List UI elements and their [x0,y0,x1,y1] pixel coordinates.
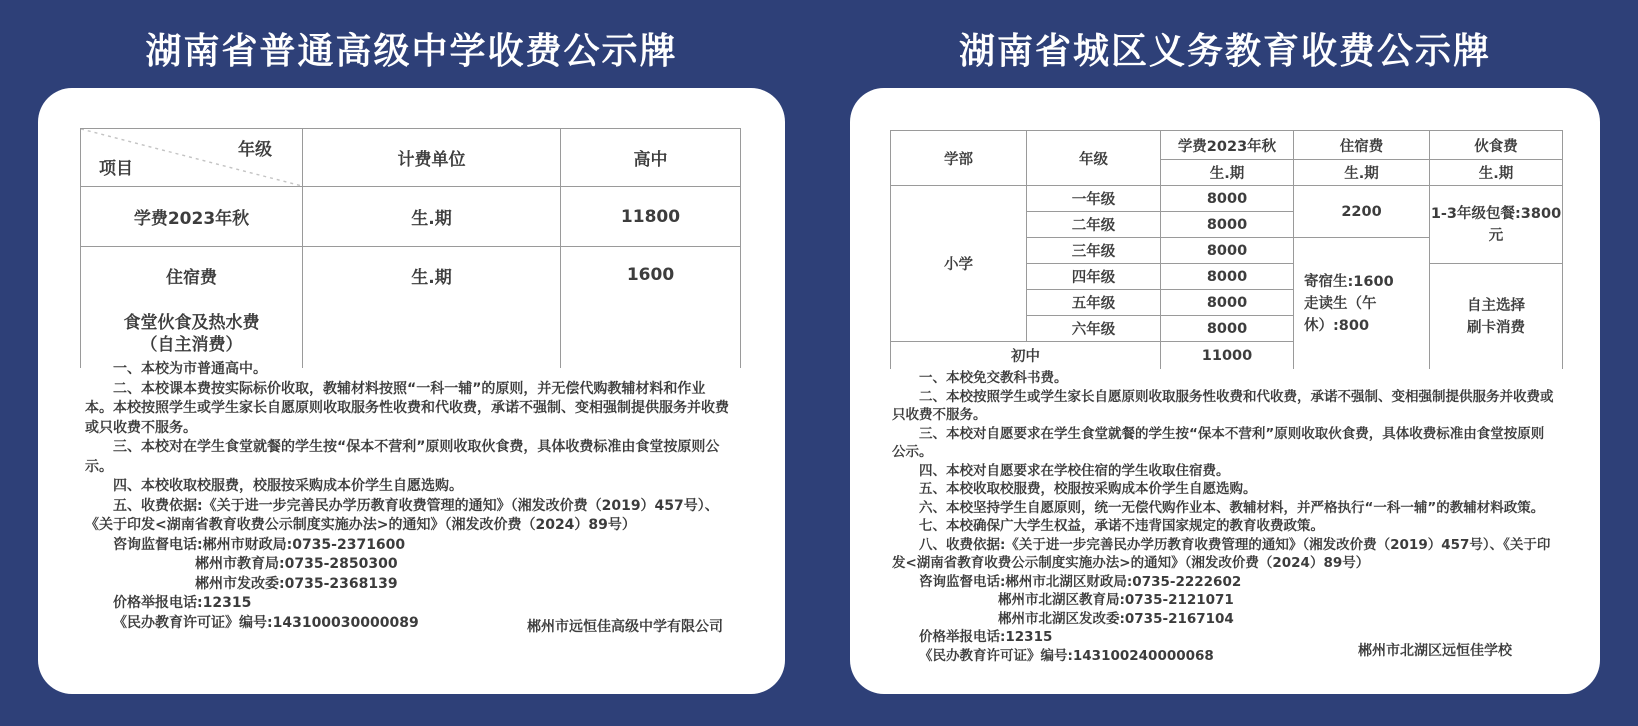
cell-lodging-grade3-up [1294,238,1430,370]
license-number-line: 《民办教育许可证》编号:143100240000068 [919,647,1214,664]
note-line: 三、本校对自愿要求在学生食堂就餐的学生按“保本不营利”原则收取伙食费，具体收费标准由食堂按原则公示。 [892,425,1545,460]
cell-grade-4: 四年级 [1027,264,1161,290]
header-dept: 学部 [891,131,1027,186]
left-fee-table [80,128,741,368]
left-board-title: 湖南省普通高级中学收费公示牌 [145,30,678,72]
canteen-item-line1: 食堂伙食及热水费 [123,313,260,333]
cell-lodging-grade1-2: 2200 [1294,186,1430,238]
grade-axis-label: 年级 [238,140,272,160]
note-line: 六、本校坚持学生自愿原则，统一无偿代购作业本、教辅材料，并严格执行“一科一辅”的教辅材料政策。 [919,499,1545,516]
table-row [891,186,1563,212]
supervision-phone-line: 郴州市教育局:0735-2850300 [195,556,398,572]
header-high-school: 高中 [561,129,741,187]
table-row [81,187,741,247]
header-tuition: 学费2023年秋 [1161,131,1294,160]
canteen-item-line2: （自主消费） [140,335,243,355]
cell-lodging-value: 1600 [561,247,741,304]
unit-tuition: 生.期 [1161,160,1294,186]
supervision-phone-line: 郴州市北湖区发改委:0735-2167104 [998,610,1234,627]
note-line: 一、本校为市普通高中。 [113,361,267,377]
table-row [81,247,741,304]
supervision-phone-line: 咨询监督电话:郴州市财政局:0735-2371600 [113,536,406,553]
cell-grade-6: 六年级 [1027,316,1161,342]
note-line: 二、本校按照学生或学生家长自愿原则收取服务性收费和代收费，承诺不强制、变相强制提供服务并收费或只收费不服务。 [892,388,1554,423]
meal-choice-line2: 刷卡消费 [1467,319,1525,336]
note-line: 四、本校对自愿要求在学校住宿的学生收取住宿费。 [919,462,1230,479]
right-fee-table [890,130,1563,369]
lodging-day-student-line: 走读生（午休）:800 [1304,295,1377,334]
note-line: 五、本校收取校服费，校服按采购成本价学生自愿选购。 [919,481,1257,497]
unit-lodging: 生.期 [1294,160,1430,186]
cell-lodging-item: 住宿费 [81,247,303,304]
cell-tuition-5: 8000 [1161,290,1294,316]
right-board-title: 湖南省城区义务教育收费公示牌 [958,30,1491,72]
table-row [81,303,741,368]
supervision-phone-line: 咨询监督电话:郴州市北湖区财政局:0735-2222602 [919,573,1242,590]
cell-grade-2: 二年级 [1027,212,1161,238]
cell-tuition-junior: 11000 [1161,342,1294,370]
cell-tuition-unit: 生.期 [303,187,561,247]
meal-choice-line1: 自主选择 [1467,297,1525,314]
right-board-card [850,88,1600,694]
note-line: 三、本校对在学生食堂就餐的学生按“保本不营利”原则收取伙食费，具体收费标准由食堂按原则公示。 [85,439,720,475]
unit-meal: 生.期 [1430,160,1563,186]
cell-dept-junior: 初中 [891,342,1161,370]
note-line: 四、本校收取校服费，校服按采购成本价学生自愿选购。 [113,478,463,494]
note-line: 二、本校课本费按实际标价收取，教辅材料按照“一科一辅”的原则，并无偿代购教辅材料和作业本。本校按照学生或学生家长自愿原则收取服务性收费和代收费，承诺不强制、变相强制提供服务并收费或只收费不服务。 [85,380,729,436]
supervision-phone-line: 郴州市北湖区教育局:0735-2121071 [998,592,1234,608]
lodging-boarder-line: 寄宿生:1600 [1304,273,1394,290]
cell-grade-3: 三年级 [1027,238,1161,264]
cell-tuition-6: 8000 [1161,316,1294,342]
cell-grade-5: 五年级 [1027,290,1161,316]
cell-tuition-value: 11800 [561,187,741,247]
price-report-line: 价格举报电话:12315 [113,595,252,611]
right-notes-block [892,369,1554,665]
cell-meal-grade1-3: 1-3年级包餐:3800元 [1430,186,1563,264]
right-school-signature: 郴州市北湖区远恒佳学校 [1358,643,1512,659]
left-table-header-row [81,129,741,187]
left-school-signature: 郴州市远恒佳高级中学有限公司 [527,619,723,635]
license-number-line: 《民办教育许可证》编号:143100030000089 [113,614,419,631]
header-lodging: 住宿费 [1294,131,1430,160]
cell-canteen-unit [303,303,561,368]
note-line: 五、收费依据:《关于进一步完善民办学历教育收费管理的通知》（湘发改价费（2019）457号）、《关于印发<湖南省教育收费公示制度实施办法>的通知》（湘发改价费（2024）89号） [85,497,719,533]
cell-tuition-item: 学费2023年秋 [81,187,303,247]
price-report-line: 价格举报电话:12315 [919,629,1053,645]
note-line: 七、本校确保广大学生权益，承诺不违背国家规定的教育收费政策。 [919,518,1324,534]
cell-tuition-1: 8000 [1161,186,1294,212]
header-billing-unit: 计费单位 [303,129,561,187]
left-board-card [38,88,785,694]
cell-dept-primary: 小学 [891,186,1027,342]
note-line: 一、本校免交教科书费。 [919,370,1068,386]
cell-tuition-2: 8000 [1161,212,1294,238]
cell-canteen-item [81,303,303,368]
diagonal-header-cell [81,129,303,187]
cell-tuition-3: 8000 [1161,238,1294,264]
left-notes-block [85,360,733,633]
cell-meal-grade4-up [1430,264,1563,370]
note-line: 八、收费依据:《关于进一步完善民办学历教育收费管理的通知》（湘发改价费（2019）457号）、《关于印发<湖南省教育收费公示制度实施办法>的通知》（湘发改价费（2024）89号） [892,536,1551,571]
cell-lodging-unit: 生.期 [303,247,561,304]
cell-canteen-value [561,303,741,368]
cell-grade-1: 一年级 [1027,186,1161,212]
header-meal: 伙食费 [1430,131,1563,160]
supervision-phone-line: 郴州市发改委:0735-2368139 [195,575,398,592]
item-axis-label: 项目 [99,159,133,179]
header-grade: 年级 [1027,131,1161,186]
cell-tuition-4: 8000 [1161,264,1294,290]
right-table-header-row1 [891,131,1563,160]
